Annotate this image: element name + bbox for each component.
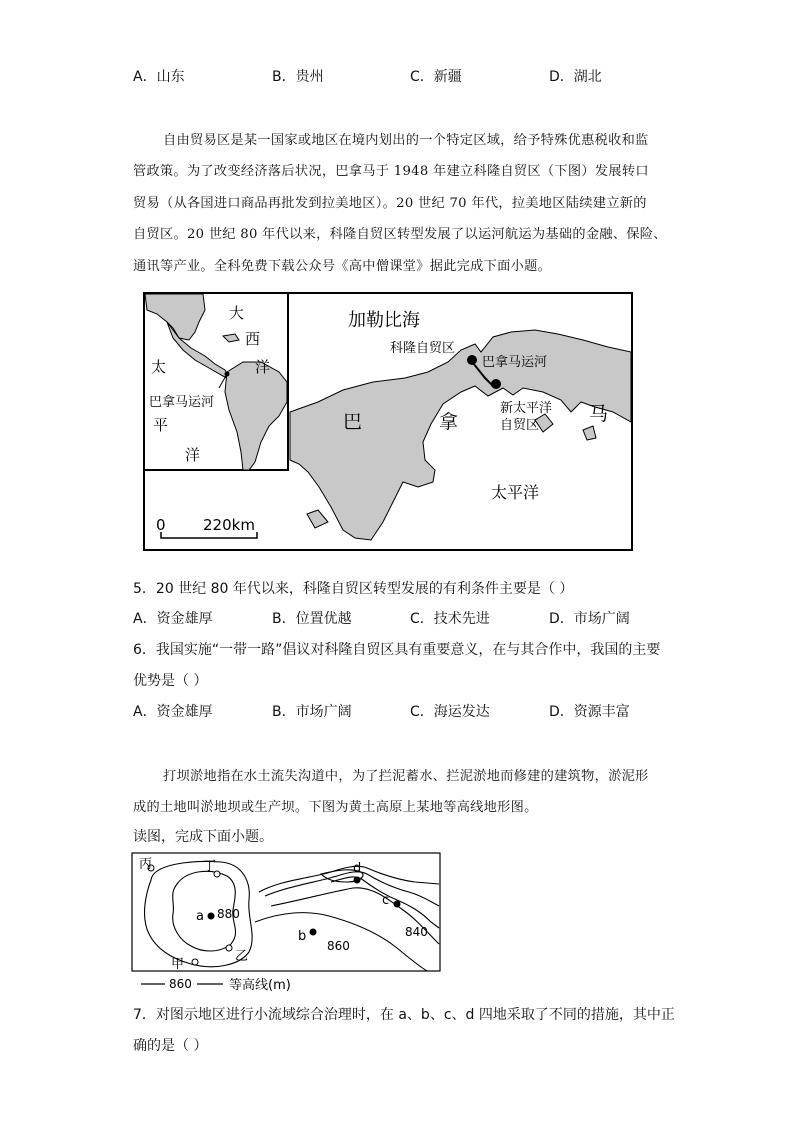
panama-canal-label: 巴拿马运河 bbox=[482, 355, 548, 370]
passage1-line-2: 管政策。为了改变经济落后状况，巴拿马于 1948 年建立科隆自贸区（下图）发展转口 bbox=[133, 164, 649, 179]
contour-label-840: 840 bbox=[405, 925, 428, 939]
passage1-line-4: 自贸区。20 世纪 80 年代以来，科隆自贸区转型发展了以运河航运为基础的金融、保险、 bbox=[133, 227, 667, 242]
new-pacific-free-zone-dot bbox=[491, 379, 501, 389]
legend-value: 860 bbox=[169, 977, 192, 991]
label-bing: 丙 bbox=[139, 857, 153, 872]
label-c: c bbox=[382, 893, 390, 908]
q6-option-a: A．资金雄厚 bbox=[133, 704, 213, 720]
inset-label-canal: 巴拿马运河 bbox=[149, 395, 215, 410]
contour-map bbox=[131, 852, 443, 992]
point-jia bbox=[192, 959, 198, 965]
inset-label-yang-pacific: 洋 bbox=[185, 446, 201, 464]
q6-option-b: B．市场广阔 bbox=[272, 704, 352, 720]
point-c bbox=[394, 901, 401, 908]
q6-stem-line-1: 6．我国实施“一带一路”倡议对科隆自贸区具有重要意义，在与其合作中，我国的主要 bbox=[133, 642, 661, 658]
q5-option-c: C．技术先进 bbox=[410, 611, 490, 627]
contour-label-860: 860 bbox=[327, 939, 350, 953]
pacific-ocean-label: 太平洋 bbox=[491, 483, 540, 502]
label-ding: 丁 bbox=[203, 859, 217, 874]
colon-free-zone-dot bbox=[467, 355, 477, 365]
inset-label-tai: 太 bbox=[151, 358, 167, 376]
scale-distance: 220km bbox=[203, 516, 255, 534]
inset-label-yang-atlantic: 洋 bbox=[255, 358, 271, 376]
passage1-line-3: 贸易（从各国进口商品再批发到拉美地区）。20 世纪 70 年代，拉美地区陆续建立新的 bbox=[133, 196, 647, 211]
label-d: d bbox=[353, 861, 362, 876]
q7-stem-line-2: 确的是（ ） bbox=[133, 1038, 208, 1054]
q4-option-c: C．新疆 bbox=[410, 69, 462, 85]
passage1-line-1: 自由贸易区是某一国家或地区在境内划出的一个特定区域，给予特殊优惠税收和监 bbox=[163, 133, 649, 148]
contour-label-880: 880 bbox=[217, 907, 240, 921]
label-yi: 乙 bbox=[235, 949, 249, 964]
label-jia: 甲 bbox=[171, 957, 185, 972]
scale-zero: 0 bbox=[156, 516, 166, 534]
inset-label-da: 大 bbox=[229, 304, 245, 322]
label-b: b bbox=[298, 929, 307, 944]
q5-option-a: A．资金雄厚 bbox=[133, 611, 213, 627]
q5-stem: 5．20 世纪 80 年代以来，科隆自贸区转型发展的有利条件主要是（ ） bbox=[133, 581, 574, 597]
point-b bbox=[310, 929, 317, 936]
passage1-line-5: 通讯等产业。全科免费下载公众号《高中僧课堂》据此完成下面小题。 bbox=[133, 259, 552, 274]
country-char-ba: 巴 bbox=[343, 411, 363, 433]
legend-label: 等高线(m) bbox=[229, 978, 291, 992]
inset-label-xi: 西 bbox=[245, 330, 261, 348]
q6-option-c: C．海运发达 bbox=[410, 704, 490, 720]
new-pacific-label-2: 自贸区 bbox=[500, 418, 540, 433]
panama-map bbox=[143, 292, 633, 551]
q4-option-b: B．贵州 bbox=[272, 69, 324, 85]
q5-option-d: D．市场广阔 bbox=[549, 611, 630, 627]
point-a bbox=[208, 913, 215, 920]
q6-option-d: D．资源丰富 bbox=[549, 704, 630, 720]
passage2-line-1: 打坝淤地指在水土流失沟道中，为了拦泥蓄水、拦泥淤地而修建的建筑物，淤泥形 bbox=[163, 769, 649, 784]
read-instruction: 读图，完成下面小题。 bbox=[133, 829, 273, 845]
q4-option-a: A．山东 bbox=[133, 69, 185, 85]
country-char-ma: 马 bbox=[589, 403, 609, 425]
caribbean-sea-label: 加勒比海 bbox=[348, 310, 420, 331]
q7-stem-line-1: 7．对图示地区进行小流域综合治理时，在 a、b、c、d 四地采取了不同的措施，其中正 bbox=[133, 1007, 675, 1023]
country-char-na: 拿 bbox=[439, 411, 459, 433]
inset-label-ping: 平 bbox=[153, 416, 169, 434]
colon-free-zone-label: 科隆自贸区 bbox=[390, 341, 456, 356]
q6-stem-line-2: 优势是（ ） bbox=[133, 673, 208, 689]
new-pacific-label-1: 新太平洋 bbox=[500, 401, 553, 416]
label-a: a bbox=[196, 909, 204, 924]
passage2-line-2: 成的土地叫淤地坝或生产坝。下图为黄土高原上某地等高线地形图。 bbox=[133, 800, 538, 815]
q5-option-b: B．位置优越 bbox=[272, 611, 352, 627]
point-yi bbox=[226, 945, 232, 951]
point-d bbox=[354, 877, 361, 884]
q4-option-d: D．湖北 bbox=[549, 69, 602, 85]
